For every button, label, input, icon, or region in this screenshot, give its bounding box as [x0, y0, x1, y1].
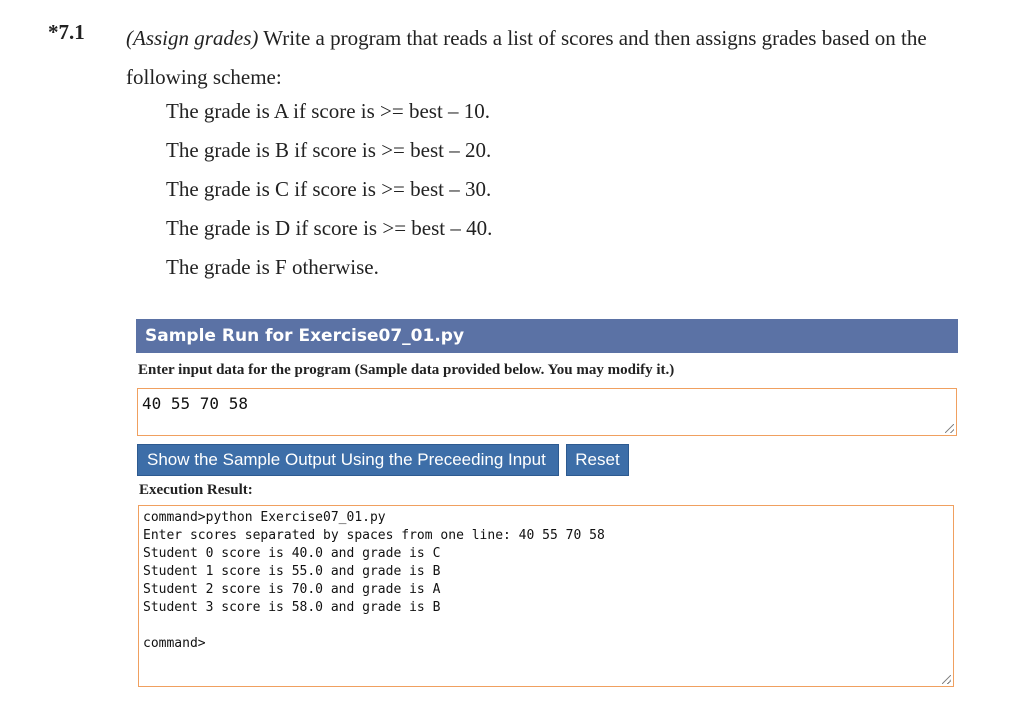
rule-text: The grade is B if score is >= — [166, 138, 405, 162]
show-sample-output-button[interactable]: Show the Sample Output Using the Preceeding Input — [137, 444, 559, 476]
output-line: Student 0 score is 40.0 and grade is C — [143, 546, 441, 561]
resize-handle-icon[interactable] — [945, 424, 954, 433]
exercise-topic: (Assign grades) — [126, 26, 259, 50]
resize-handle-icon[interactable] — [942, 675, 951, 684]
execution-output-textarea[interactable] — [138, 505, 954, 687]
exercise-number: *7.1 — [48, 20, 85, 44]
output-line: command>python Exercise07_01.py — [143, 510, 386, 525]
rule-text: The grade is C if score is >= — [166, 177, 405, 201]
input-data-value: 40 55 70 58 — [142, 394, 248, 413]
rule-expression: best – 40. — [411, 216, 493, 240]
input-data-textarea[interactable] — [137, 388, 957, 436]
rule-text: The grade is D if score is >= — [166, 216, 407, 240]
grade-rule-f — [166, 255, 379, 280]
rule-expression: best – 10. — [408, 99, 491, 123]
rule-expression: best – 30. — [410, 177, 492, 201]
problem-statement — [126, 19, 1006, 97]
output-line: Student 3 score is 58.0 and grade is B — [143, 600, 441, 615]
execution-result-label: Execution Result: — [139, 482, 253, 498]
output-line: Student 2 score is 70.0 and grade is A — [143, 582, 441, 597]
grade-rule-c — [166, 177, 491, 202]
grade-rule-b — [166, 138, 491, 163]
rule-expression: best – 20. — [410, 138, 492, 162]
input-label: Enter input data for the program (Sample data provided below. You may modify it.) — [138, 362, 675, 378]
grade-rule-d — [166, 216, 492, 241]
grade-rule-a — [166, 99, 490, 124]
output-line: command> — [143, 636, 206, 651]
reset-button[interactable]: Reset — [566, 444, 629, 476]
output-line: Enter scores separated by spaces from one line: 40 55 70 58 — [143, 528, 605, 543]
sample-run-header: Sample Run for Exercise07_01.py — [136, 319, 958, 353]
output-line: Student 1 score is 55.0 and grade is B — [143, 564, 441, 579]
rule-text: The grade is F otherwise. — [166, 255, 379, 279]
rule-text: The grade is A if score is >= — [166, 99, 404, 123]
output-line — [143, 617, 949, 635]
exercise-description: Write a program that reads a list of scores and then assigns grades based on the following scheme: — [126, 26, 927, 89]
